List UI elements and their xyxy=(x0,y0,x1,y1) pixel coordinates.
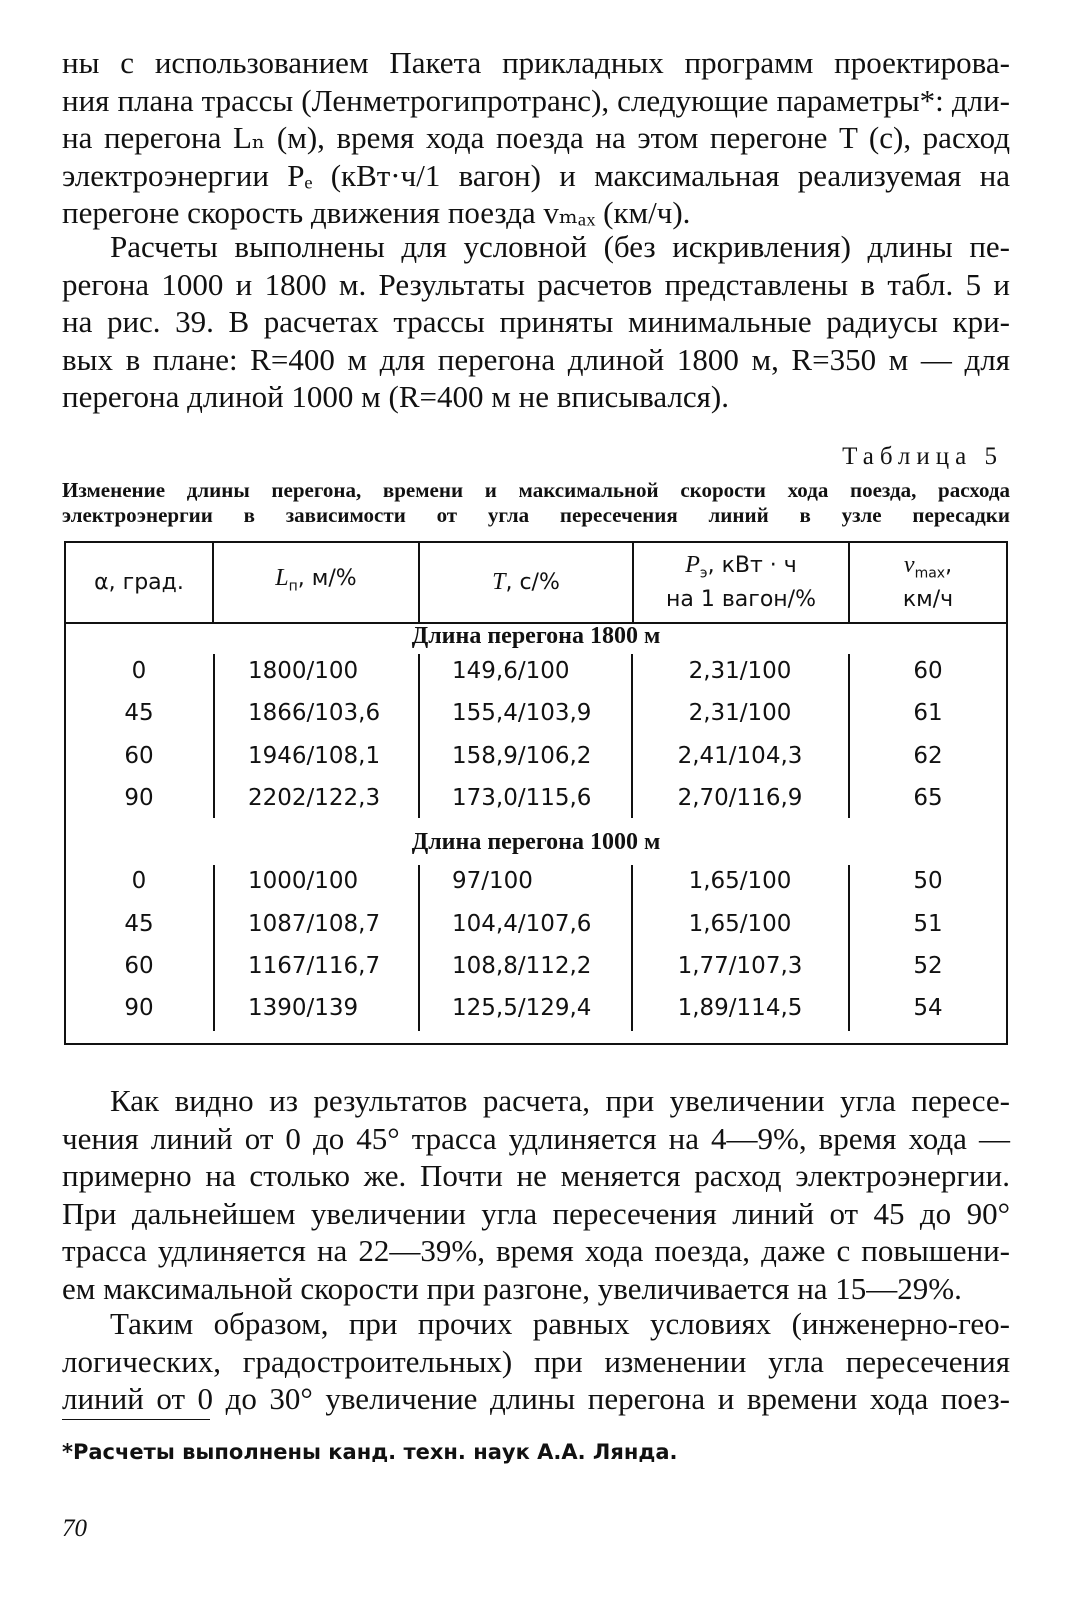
text-line: Таким образом, при прочих равных условиях (инженерно-гео- xyxy=(110,1306,1010,1341)
cell-speed: 62 xyxy=(913,743,943,769)
cell-alpha: 90 xyxy=(124,785,154,811)
intro-paragraph xyxy=(62,44,1010,232)
cell-length: 2202/122,3 xyxy=(248,785,381,811)
cell-time: 104,4/107,6 xyxy=(452,911,592,937)
caption-line: Изменение длины перегона, времени и максимальной скорости хода поезда, расхода xyxy=(62,478,1010,502)
text-line: ния плана трассы (Ленметрогипротранс), следующие параметры*: дли- xyxy=(62,82,1010,118)
text-line: регона 1000 и 1800 м. Результаты расчетов представлены в табл. 5 и xyxy=(62,266,1010,302)
table-caption xyxy=(62,478,1010,528)
cell-alpha: 60 xyxy=(124,743,154,769)
cell-time: 155,4/103,9 xyxy=(452,700,592,726)
header-alpha-text: α, град. xyxy=(94,570,184,595)
results-paragraph xyxy=(62,1082,1010,1308)
table-row xyxy=(66,778,1006,819)
header-alpha xyxy=(66,543,214,622)
cell-length: 1000/100 xyxy=(248,868,359,894)
text-line: электроэнергии Pₑ (кВт·ч/1 вагон) и максимальная реализуемая на xyxy=(62,157,1010,193)
text-line: Расчеты выполнены для условной (без искривления) длины пе- xyxy=(110,229,1010,264)
cell-energy: 1,77/107,3 xyxy=(677,953,803,979)
text-line: чения линий от 0 до 45° трасса удлиняется на 4—9%, время хода — xyxy=(62,1120,1010,1156)
footnote: *Расчеты выполнены канд. техн. наук А.А. Лянда. xyxy=(62,1440,678,1464)
results-table xyxy=(64,541,1008,1045)
cell-time: 108,8/112,2 xyxy=(452,953,592,979)
caption-line: электроэнергии в зависимости от угла пересечения линий в узле пересадки xyxy=(62,503,1010,527)
table-label: Таблица 5 xyxy=(842,443,1003,470)
header-speed-text: $v_{max}$, км/ч xyxy=(902,552,954,612)
header-length-text: $L_п$, м/% xyxy=(275,564,357,595)
header-length xyxy=(214,543,420,622)
cell-alpha: 90 xyxy=(124,995,154,1021)
cell-time: 173,0/115,6 xyxy=(452,785,592,811)
cell-speed: 65 xyxy=(913,785,943,811)
header-speed xyxy=(850,543,1006,622)
conclusion-paragraph xyxy=(62,1305,1010,1418)
table-row xyxy=(66,861,1006,902)
text-line: примерно на столько же. Почти не меняется расход электроэнергии. xyxy=(62,1158,1010,1194)
table-row xyxy=(66,736,1006,777)
cell-energy: 2,31/100 xyxy=(688,700,792,726)
cell-length: 1087/108,7 xyxy=(248,911,381,937)
cell-time: 125,5/129,4 xyxy=(452,995,592,1021)
text-line: логических, градостроительных) при изменении угла пересечения xyxy=(62,1343,1010,1379)
cell-energy: 1,65/100 xyxy=(688,868,792,894)
cell-alpha: 45 xyxy=(124,911,154,937)
cell-alpha: 45 xyxy=(124,700,154,726)
cell-speed: 54 xyxy=(913,995,943,1021)
cell-energy: 2,31/100 xyxy=(688,658,792,684)
cell-length: 1167/116,7 xyxy=(248,953,381,979)
cell-speed: 52 xyxy=(913,953,943,979)
text-line: на рис. 39. В расчетах трассы приняты минимальные радиусы кри- xyxy=(62,304,1010,340)
section-title: Длина перегона 1800 м xyxy=(411,623,661,649)
table-row xyxy=(66,946,1006,987)
cell-speed: 51 xyxy=(913,911,943,937)
header-energy xyxy=(634,543,850,622)
cell-length: 1866/103,6 xyxy=(248,700,381,726)
cell-energy: 1,65/100 xyxy=(688,911,792,937)
text-line: на перегона Lₙ (м), время хода поезда на этом перегоне T (с), расход xyxy=(62,120,1010,156)
page-number: 70 xyxy=(62,1515,87,1542)
cell-length: 1390/139 xyxy=(248,995,359,1021)
text-line: ны с использованием Пакета прикладных программ проектирова- xyxy=(62,45,1010,80)
text-line: линий от 0 до 30° увеличение длины перегона и времени хода поез- xyxy=(62,1381,1010,1417)
header-energy-text: $P_э$, кВт · ч на 1 вагон/% xyxy=(665,552,816,612)
text-line: ем максимальной скорости при разгоне, увеличивается на 15—29%. xyxy=(62,1270,962,1306)
cell-time: 149,6/100 xyxy=(452,658,570,684)
cell-length: 1800/100 xyxy=(248,658,359,684)
cell-time: 97/100 xyxy=(452,868,533,894)
header-time-text: T, с/% xyxy=(492,569,560,595)
section-title: Длина перегона 1000 м xyxy=(411,829,661,855)
text-line: перегона длиной 1000 м (R=400 м не вписывался). xyxy=(62,379,729,415)
cell-time: 158,9/106,2 xyxy=(452,743,592,769)
cell-length: 1946/108,1 xyxy=(248,743,381,769)
text-line: Как видно из результатов расчета, при увеличении угла пересе- xyxy=(110,1083,1010,1118)
text-line: При дальнейшем увеличении угла пересечения линий от 45 до 90° xyxy=(62,1195,1010,1231)
cell-alpha: 0 xyxy=(131,658,147,684)
cell-energy: 2,41/104,3 xyxy=(677,743,803,769)
cell-alpha: 0 xyxy=(131,868,147,894)
calculation-paragraph xyxy=(62,228,1010,416)
footnote-rule xyxy=(62,1419,210,1420)
cell-speed: 60 xyxy=(913,658,943,684)
text-line: перегоне скорость движения поезда vₘₐₓ (км/ч). xyxy=(62,195,691,231)
header-time xyxy=(420,543,634,622)
cell-energy: 2,70/116,9 xyxy=(677,785,803,811)
table-row xyxy=(66,693,1006,734)
cell-speed: 61 xyxy=(913,700,943,726)
cell-energy: 1,89/114,5 xyxy=(677,995,803,1021)
table-row xyxy=(66,651,1006,692)
cell-speed: 50 xyxy=(913,868,943,894)
table-row xyxy=(66,988,1006,1029)
table-header xyxy=(66,543,1006,624)
text-line: трасса удлиняется на 22—39%, время хода поезда, даже с повышени- xyxy=(62,1233,1010,1269)
table-row xyxy=(66,904,1006,945)
cell-alpha: 60 xyxy=(124,953,154,979)
text-line: вых в плане: R=400 м для перегона длиной 1800 м, R=350 м — для xyxy=(62,341,1010,377)
